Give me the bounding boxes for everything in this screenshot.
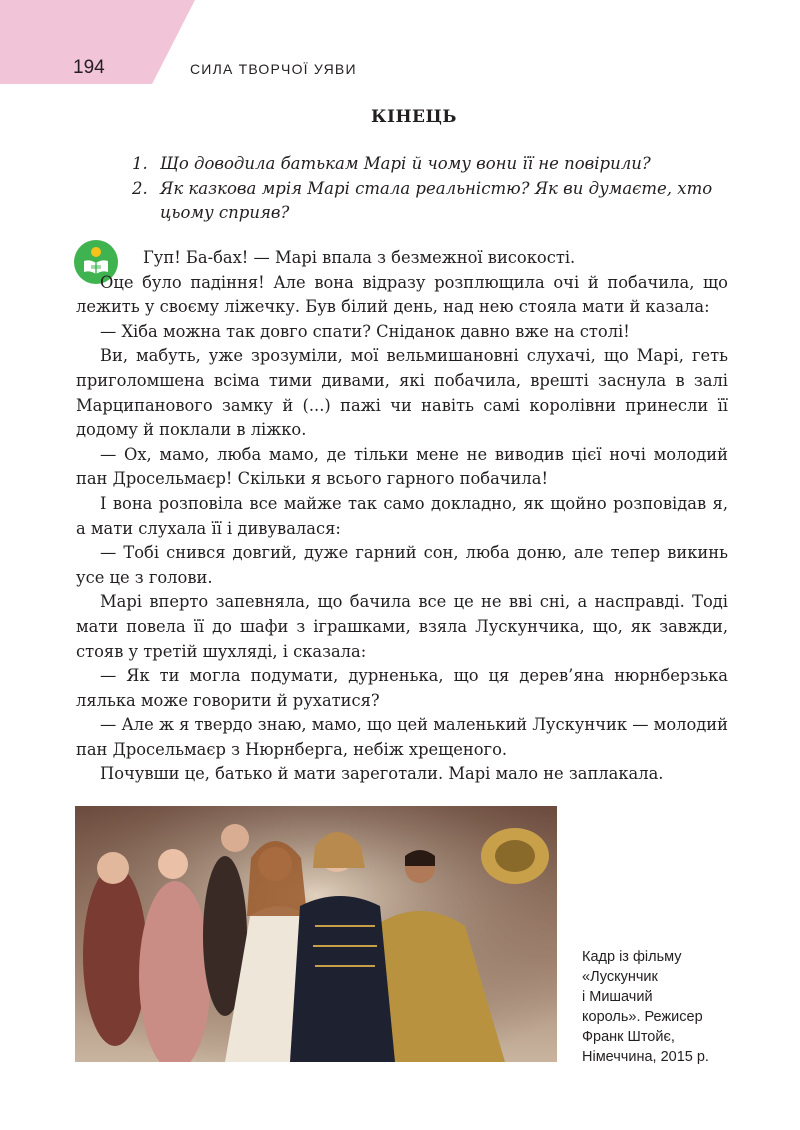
paragraph: — Хіба можна так довго спати? Сніданок давно вже на столі! [100,321,630,341]
paragraph: Марі вперто запевняла, що бачила все це не вві сні, а насправді. Тоді мати повела її до шафи з іграшками, взяла Лускунчика, що, як завжди, стояв у третій шухляді, і сказала: [76,592,728,661]
page-number: 194 [73,57,105,78]
question-text: Як казкова мрія Марі стала реальністю? Як ви думаєте, хто цьому сприяв? [160,178,713,222]
paragraph: Оце було падіння! Але вона відразу розплющила очі й побачила, що лежить у своєму ліжечку. Був білий день, над нею стояла мати й казала: [76,272,728,317]
question-item [132,152,732,177]
paragraph: І вона розповіла все майже так само докладно, як щойно розповідав я, а мати слухала її і дивувалася: [76,493,728,538]
paragraph: — Як ти могла подумати, дурненька, що ця дерев’яна нюрнберзька лялька може говорити й рухатися? [76,666,728,710]
paragraph: — Але ж я твердо знаю, мамо, що цей маленький Лускунчик — молодий пан Дросельмаєр з Нюрнберга, небіж хрещеного. [76,715,728,759]
photo-caption: Кадр із фільму «Лускунчик і Мишачий король». Режисер Франк Штойє, Німеччина, 2015 р. [582,949,709,1065]
question-number: 1. [132,154,148,173]
question-number: 2. [132,178,148,198]
chapter-title: КІНЕЦЬ [371,107,457,127]
questions-list [132,152,732,226]
paragraph: — Тобі снився довгий, дуже гарний сон, люба доню, але тепер викинь усе це з голови. [76,543,728,587]
question-item [132,177,732,226]
paragraph: Почувши це, батько й мати зареготали. Марі мало не заплакала. [100,764,664,784]
paragraph: — Ох, мамо, люба мамо, де тільки мене не виводив цієї ночі молодий пан Дросельмаєр! Скільки я всього гарного побачила! [76,444,728,489]
paragraph: Ви, мабуть, уже зрозуміли, мої вельмишановні слухачі, що Марі, геть приголомшена всіма тими дивами, які побачила, врешті заснула в залі Марципанового замку й (...) пажі чи навіть самі королівни принесли її додому й поклали в ліжко. [76,346,728,440]
paragraph: Гуп! Ба-бах! — Марі впала з безмежної високості. [143,248,576,267]
running-head: СИЛА ТВОРЧОЇ УЯВИ [190,61,357,77]
story-text [76,246,728,787]
film-still-photo [75,806,557,1062]
question-text: Що доводила батькам Марі й чому вони її не повірили? [160,154,651,173]
